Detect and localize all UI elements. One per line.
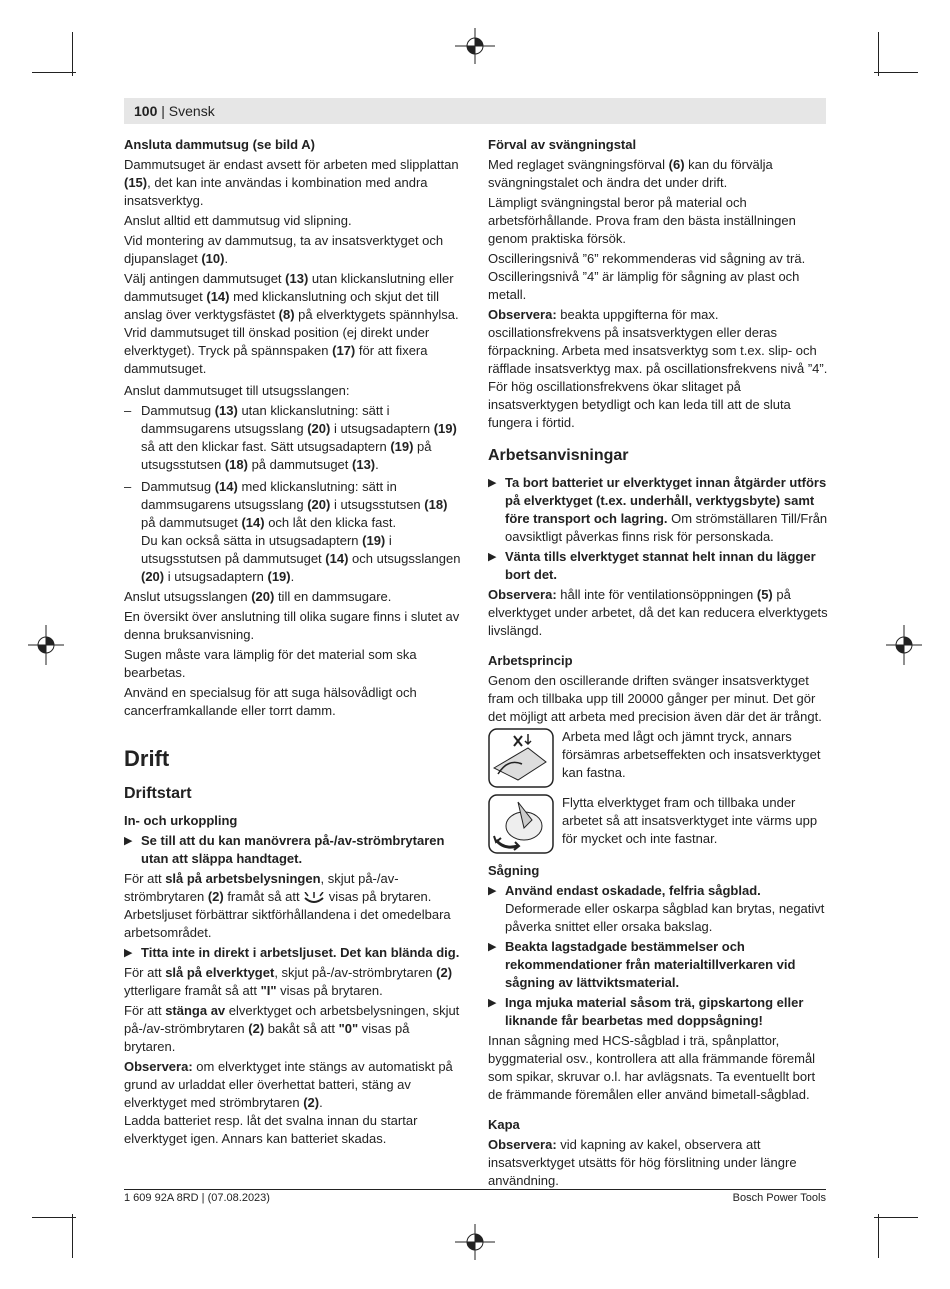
page-number: 100 xyxy=(134,103,158,119)
crosshair-registration-icon xyxy=(28,625,64,665)
instruction-with-icon: Flytta elverktyget fram och tillbaka under arbetet så att insatsverktyget inte värms upp för mycket och inte fastnar. xyxy=(488,794,828,854)
paragraph: Lämpligt svängningstal beror på material och arbetsförhållande. Prova fram den bästa inställningen genom praktiska försök. xyxy=(488,195,796,246)
crosshair-registration-icon xyxy=(455,28,495,64)
bullet-item: ▶ Titta inte in direkt i arbetsljuset. Det kan blända dig. xyxy=(124,945,460,960)
back-and-forth-illustration-icon xyxy=(488,794,554,854)
footer-document-id: 1 609 92A 8RD | (07.08.2023) xyxy=(124,1192,270,1204)
crop-mark xyxy=(874,72,918,73)
crop-mark xyxy=(72,32,73,76)
bullet-item: ▶ Vänta tills elverktyget stannat helt innan du lägger bort det. xyxy=(488,549,816,582)
bullet-item: ▶ Inga mjuka material såsom trä, gipskartong eller liknande får bearbetas med doppsågning! xyxy=(488,995,804,1028)
footer-brand: Bosch Power Tools xyxy=(732,1192,826,1204)
paragraph: Vid montering av dammutsug, ta av insatsverktyget och djupanslaget (10). xyxy=(124,233,444,266)
page-language: Svensk xyxy=(168,103,215,119)
low-pressure-illustration-icon xyxy=(488,728,554,788)
paragraph: Genom den oscillerande driften svänger insatsverktyget fram och tillbaka upp till 20000 gånger per minut. Det gör det möjligt att arbeta med precision även där det är trångt. xyxy=(488,673,822,724)
bullet-item: ▶ Använd endast oskadade, felfria sågblad. Deformerade eller oskarpa sågblad kan brytas, negativt påverka snittet eller orsaka bakslag. xyxy=(488,883,825,934)
dash-list-item: – Dammutsug (14) med klickanslutning: sätt in dammsugarens utsugsslang (20) i utsugsstutsen (18) på dammutsuget (14) och låt den klicka fast. Du kan också sätta in utsugsadaptern (19) i utsugsstutsen på dammutsuget (14) och utsugsslangen (20) i utsugsadaptern (19). xyxy=(124,479,461,584)
bullet-item: ▶ Se till att du kan manövrera på-/av-strömbrytaren utan att släppa handtaget. xyxy=(124,833,445,866)
sawing-heading: Sågning xyxy=(488,863,540,878)
cutting-heading: Kapa xyxy=(488,1117,520,1132)
paragraph: Anslut utsugsslangen (20) till en dammsugare. xyxy=(124,589,392,604)
subsection-heading-driftstart: Driftstart xyxy=(124,785,192,802)
section-heading-work-instructions: Arbetsanvisningar xyxy=(488,447,629,464)
crop-mark xyxy=(32,1217,76,1218)
triangle-bullet-icon: ▶ xyxy=(124,947,133,959)
paragraph: Observera: vid kapning av kakel, observera att insatsverktyget utsätts för hög förslitning under längre användning. xyxy=(488,1137,797,1188)
dust-extraction-heading: Ansluta dammutsug (se bild A) xyxy=(124,137,315,152)
paragraph: Observera: beakta uppgifterna för max. oscillationsfrekvens på insatsverktygen eller deras förpackning. Arbeta med insatsverktyg som t.ex. slip- och räfflade insatsverktyg max. på oscillationsfrekvens nivå ”4”. För hög oscillationsfrekvens ökar slitaget på insatsverktygen betydligt och kan leda till att de sluta fungera i förtid. xyxy=(488,307,828,430)
crop-mark xyxy=(878,1214,879,1258)
left-column xyxy=(124,136,464,1150)
page-header: 100 | Svensk xyxy=(134,103,215,119)
paragraph: Observera: om elverktyget inte stängs av automatiskt på grund av urladdat eller överhettat batteri, stäng av elverktyget med strömbrytaren (2). Ladda batteriet resp. låt det svalna innan du startar elverktyget igen. Annars kan batteriet skadas. xyxy=(124,1059,453,1146)
paragraph: En översikt över anslutning till olika sugare finns i slutet av denna bruksanvisning. xyxy=(124,609,460,642)
triangle-bullet-icon: ▶ xyxy=(488,941,497,953)
crosshair-registration-icon xyxy=(886,625,922,665)
crop-mark xyxy=(72,1214,73,1258)
onoff-heading: In- och urkoppling xyxy=(124,813,238,828)
paragraph: Observera: håll inte för ventilationsöppningen (5) på elverktyget under arbetet, då det kan reducera elverktygets livslängd. xyxy=(488,587,828,638)
triangle-bullet-icon: ▶ xyxy=(488,551,497,563)
paragraph: Med reglaget svängningsförval (6) kan du förvälja svängningstalet och ändra det under drift. xyxy=(488,157,773,190)
paragraph: Sugen måste vara lämplig för det material som ska bearbetas. xyxy=(124,647,417,680)
triangle-bullet-icon: ▶ xyxy=(124,835,133,847)
paragraph: Anslut alltid ett dammutsug vid slipning. xyxy=(124,213,352,228)
paragraph: För att slå på arbetsbelysningen, skjut på-/av-strömbrytaren (2) framåt så att visas på brytaren. Arbetsljuset förbättrar siktförhållandena i det omedelbara arbetsområdet. xyxy=(124,871,451,940)
paragraph: Använd en specialsug för att suga hälsovådligt och cancerframkallande eller torrt damm. xyxy=(124,685,417,718)
paragraph: Anslut dammutsuget till utsugsslangen: xyxy=(124,383,350,398)
triangle-bullet-icon: ▶ xyxy=(488,885,497,897)
oscillation-heading: Förval av svängningstal xyxy=(488,137,637,152)
dash-list-item: – Dammutsug (13) utan klickanslutning: sätt i dammsugarens utsugsslang (20) i utsugsadaptern (19) så att den klickar fast. Sätt utsugsadaptern (19) på utsugsstutsen (18) på dammutsuget (13). xyxy=(124,403,457,472)
work-light-symbol-icon xyxy=(303,892,325,904)
paragraph: För att stänga av elverktyget och arbetsbelysningen, skjut på-/av-strömbrytaren (2) bakåt så att "0" visas på brytaren. xyxy=(124,1003,460,1054)
paragraph: Oscilleringsnivå ”6” rekommenderas vid sågning av trä. Oscilleringsnivå ”4” är lämplig för sågning av plast och metall. xyxy=(488,251,806,302)
paragraph: För att slå på elverktyget, skjut på-/av-strömbrytaren (2) ytterligare framåt så att "I" visas på brytaren. xyxy=(124,965,453,998)
principle-heading: Arbetsprincip xyxy=(488,653,573,668)
triangle-bullet-icon: ▶ xyxy=(488,477,497,489)
bullet-item: ▶ Ta bort batteriet ur elverktyget innan åtgärder utförs på elverktyget (t.ex. underhåll, verktygsbyte) samt före transport och lagring. Om strömställaren Till/Från oavsiktligt påverkas finns risk för personskada. xyxy=(488,475,828,544)
bullet-item: ▶ Beakta lagstadgade bestämmelser och rekommendationer från materialtillverkaren vid sågning av lättviktsmaterial. xyxy=(488,939,796,990)
triangle-bullet-icon: ▶ xyxy=(488,997,497,1009)
crop-mark xyxy=(874,1217,918,1218)
right-column xyxy=(488,136,828,1192)
instruction-with-icon: Arbeta med lågt och jämnt tryck, annars försämras arbetseffekten och insatsverktyget kan fastna. xyxy=(488,728,828,788)
section-heading-drift: Drift xyxy=(124,746,170,771)
paragraph: Välj antingen dammutsuget (13) utan klickanslutning eller dammutsuget (14) med klickanslutning och skjut det till anslag över verktygsfästet (8) på elverktygets spännhylsa. Vrid dammutsuget till önskad position (ej direkt under elverktyget). Tryck på spännspaken (17) för att fixera dammutsuget. xyxy=(124,271,459,376)
paragraph: Innan sågning med HCS-sågblad i trä, spånplattor, byggmaterial osv., kontrollera att alla främmande föremål som spikar, skruvar o.l. har avlägsnats. Ta eventuellt bort de främmande föremålen eller använd bimetall-sågblad. xyxy=(488,1033,816,1102)
crop-mark xyxy=(878,32,879,76)
crop-mark xyxy=(32,72,76,73)
crosshair-registration-icon xyxy=(455,1224,495,1260)
page-header-bar xyxy=(124,98,826,124)
paragraph: Dammutsuget är endast avsett för arbeten med slipplattan (15), det kan inte användas i kombination med andra insatsverktyg. xyxy=(124,157,459,208)
footer-divider xyxy=(124,1189,826,1190)
